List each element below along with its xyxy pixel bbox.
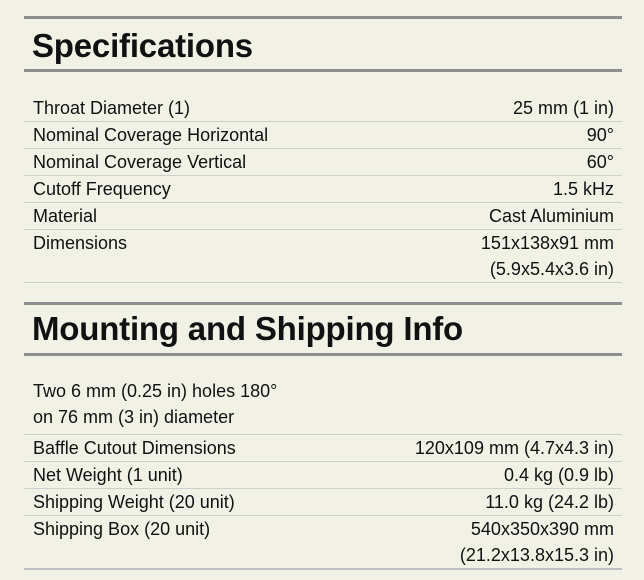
mounting-row-net-weight xyxy=(24,462,622,489)
spec-row-material xyxy=(24,203,622,230)
spec-value xyxy=(481,230,614,282)
mounting-row-shipping-weight xyxy=(24,489,622,516)
mounting-value: 0.4 kg (0.9 lb) xyxy=(503,465,614,485)
spec-value-line2: (5.9x5.4x3.6 in) xyxy=(489,259,614,279)
mounting-label: Shipping Weight (20 unit) xyxy=(33,492,235,512)
specifications-table xyxy=(24,95,622,283)
mounting-label: Shipping Box (20 unit) xyxy=(33,519,211,539)
spec-value: 90° xyxy=(586,125,614,145)
spec-label: Dimensions xyxy=(33,233,128,253)
mounting-top-divider xyxy=(24,302,622,305)
spec-row-dimensions xyxy=(24,230,622,283)
spec-value: 1.5 kHz xyxy=(552,179,614,199)
spec-label: Nominal Coverage Horizontal xyxy=(33,125,269,145)
spec-value: Cast Aluminium xyxy=(488,206,614,226)
mounting-value-line2: (21.2x13.8x15.3 in) xyxy=(459,545,614,565)
spec-label: Material xyxy=(33,206,98,226)
spec-value: 60° xyxy=(586,152,614,172)
mounting-label: Baffle Cutout Dimensions xyxy=(33,438,236,458)
mounting-value-line1: 540x350x390 mm xyxy=(470,519,614,539)
spec-value: 25 mm (1 in) xyxy=(512,98,614,118)
mounting-table xyxy=(24,435,622,570)
mounting-heading-divider xyxy=(24,353,622,356)
mounting-note-line1: Two 6 mm (0.25 in) holes 180° xyxy=(33,381,278,401)
spec-label: Cutoff Frequency xyxy=(33,179,171,199)
spec-value-line1: 151x138x91 mm xyxy=(480,233,614,253)
mounting-value: 120x109 mm (4.7x4.3 in) xyxy=(414,438,614,458)
spec-row-throat-diameter xyxy=(24,95,622,122)
mounting-heading: Mounting and Shipping Info xyxy=(32,310,464,347)
spec-label: Nominal Coverage Vertical xyxy=(33,152,247,172)
spec-row-coverage-horizontal xyxy=(24,122,622,149)
mounting-row-shipping-box xyxy=(24,516,622,570)
specifications-heading-divider xyxy=(24,69,622,72)
mounting-note-line2: on 76 mm (3 in) diameter xyxy=(33,407,235,427)
mounting-value xyxy=(460,516,614,568)
mounting-row-baffle-cutout xyxy=(24,435,622,462)
spec-row-cutoff-frequency xyxy=(24,176,622,203)
mounting-label: Net Weight (1 unit) xyxy=(33,465,183,485)
spec-row-coverage-vertical xyxy=(24,149,622,176)
mounting-note xyxy=(33,378,277,430)
spec-label: Throat Diameter (1) xyxy=(33,98,191,118)
mounting-value: 11.0 kg (24.2 lb) xyxy=(485,492,614,512)
specifications-heading: Specifications xyxy=(32,27,253,64)
top-divider xyxy=(24,16,622,19)
